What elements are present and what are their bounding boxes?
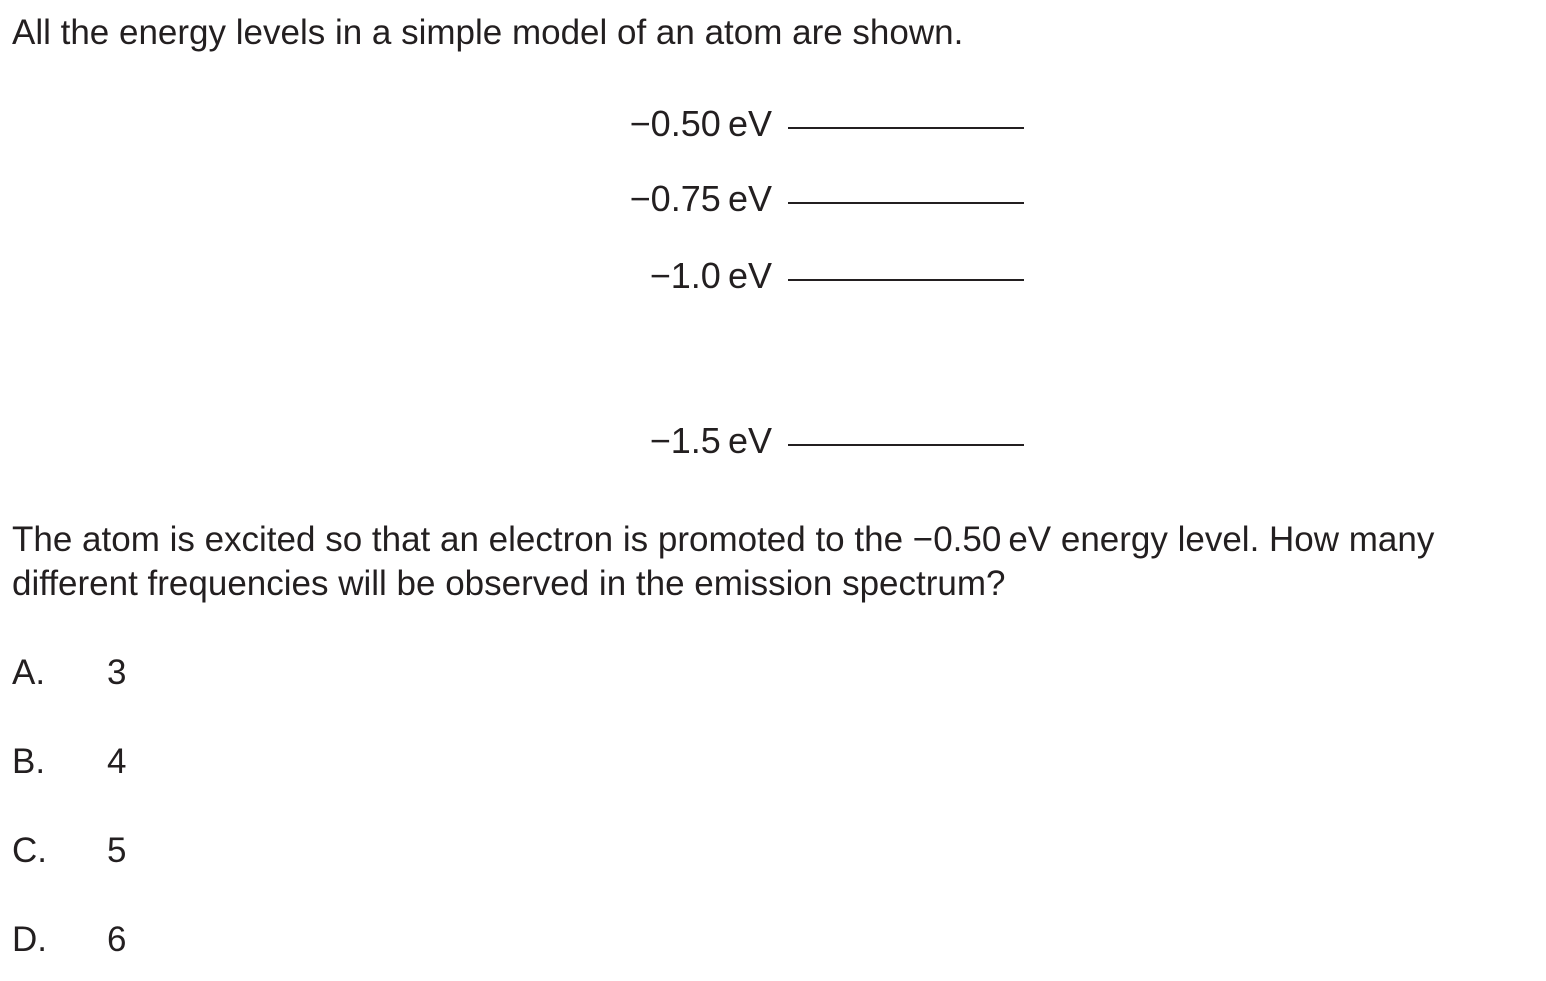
energy-level-line	[788, 444, 1024, 446]
energy-level-3	[560, 419, 1024, 463]
energy-level-label: −1.0 eV	[649, 255, 772, 296]
option-value: 6	[107, 920, 127, 959]
intro-text: All the energy levels in a simple model of an atom are shown.	[12, 13, 964, 52]
option-letter: C.	[12, 831, 47, 870]
energy-level-line	[788, 202, 1024, 204]
option-d[interactable]	[12, 918, 126, 962]
option-value: 3	[107, 653, 127, 692]
option-a[interactable]	[12, 651, 126, 695]
question-line-2: different frequencies will be observed in the emission spectrum?	[12, 564, 1006, 603]
option-letter: B.	[12, 742, 46, 781]
energy-level-2	[560, 254, 1024, 298]
option-value: 5	[107, 831, 127, 870]
option-value: 4	[107, 742, 127, 781]
option-letter: A.	[12, 653, 46, 692]
energy-level-line	[788, 279, 1024, 281]
energy-level-line	[788, 127, 1024, 129]
energy-level-label: −0.50 eV	[629, 103, 772, 144]
option-c[interactable]	[12, 829, 126, 873]
question-text	[12, 518, 1542, 606]
option-b[interactable]	[12, 740, 126, 784]
energy-level-label: −0.75 eV	[629, 178, 772, 219]
energy-level-label: −1.5 eV	[649, 420, 772, 461]
option-letter: D.	[12, 920, 47, 959]
energy-level-0	[560, 102, 1024, 146]
question-line-1: The atom is excited so that an electron is promoted to the −0.50 eV energy level. How many	[12, 520, 1435, 559]
energy-level-1	[560, 177, 1024, 221]
